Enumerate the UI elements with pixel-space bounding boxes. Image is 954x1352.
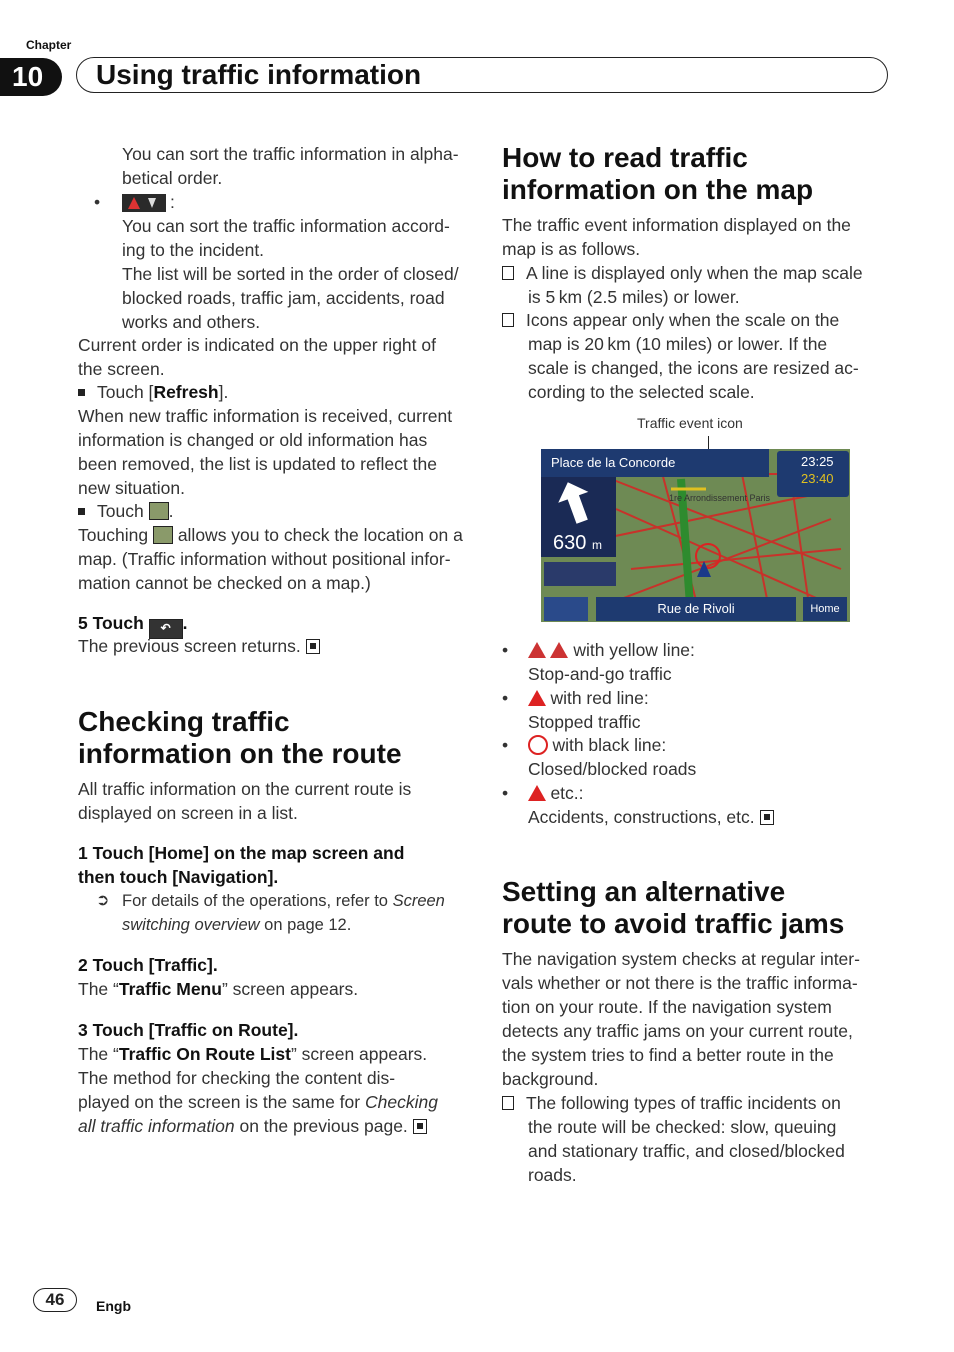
arrow-icon: ➲ [96,892,110,909]
touch-refresh: Touch [Refresh]. [78,380,228,404]
navigation-map [541,449,850,622]
para-alpha: You can sort the traffic information in alpha- betical order. [122,144,459,188]
map-district-label: 1re Arrondissement Paris [669,493,771,503]
note-line: A line is displayed only when the map scale is 5 km (2.5 miles) or lower. [502,261,863,309]
callout-label: Traffic event icon [637,415,743,431]
para-alternative: The navigation system checks at regular inter- vals whether or not there is the traffic informa- tion on your route. If the navigation system detects any traffic jams on your current route, the system tries to find a better route in the background. The following types of traffic incidents on the route will be checked: slow, queuing and stationary traffic, and closed/blocked roads. [502,949,860,1185]
step-2-desc: The “Traffic Menu” screen appears. [78,979,359,999]
reference-note: For details of the operations, refer to Screen switching overview on page 12. [122,892,445,934]
map-place-bar: Place de la Concorde [541,449,769,477]
para-incident: You can sort the traffic information accord- ing to the incident. The list will be sorted in the order of closed/ blocked roads, traffic jam, accidents, road works and others. [122,216,459,332]
map-search-button[interactable] [544,597,588,621]
bullet-yellow: • with yellow line: Stop-and-go traffic [502,640,695,684]
language-label: Engb [96,1298,131,1314]
step-2: 2 Touch [Traffic]. [78,955,218,975]
checkbox-icon [502,1096,514,1110]
closed-road-icon [528,735,548,755]
map-lane-panel [544,562,616,586]
step-5: 5 Touch ↶ . [78,611,188,639]
section-title-alternative: Setting an alternative route to avoid traffic jams [502,876,845,939]
checkbox-icon [502,266,514,280]
traffic-warning-icon [528,690,546,706]
step-1: 1 Touch [Home] on the map screen and then touch [Navigation]. [78,843,405,887]
section-title-how-to-read: How to read traffic information on the map [502,142,814,205]
touch-map-icon: Touch . [78,499,173,523]
map-home-button[interactable]: Home [803,597,847,621]
incident-sort-icon [122,194,166,212]
traffic-warning-icon [528,642,546,658]
end-mark-icon [413,1119,427,1134]
para-current-order: Current order is indicated on the upper right of the screen. [78,335,436,379]
note-icons: Icons appear only when the scale on the map is 20 km (10 miles) or lower. If the scale is changed, the icons are resized ac- cording to the selected scale. [502,308,859,404]
back-icon: ↶ [149,619,183,639]
end-mark-icon [760,810,774,825]
bullet-etc: • etc.: Accidents, constructions, etc. [502,781,774,829]
page-number: 46 [33,1288,77,1312]
chapter-title: Using traffic information [96,59,422,90]
bullet-red: • with red line: Stopped traffic [502,688,649,732]
end-mark-icon [306,639,320,654]
step-5-desc: The previous screen returns. [78,634,320,658]
para-refresh: When new traffic information is received, current information is changed or old information has been removed, the list is updated to reflect the new situation. [78,406,453,498]
para-touching: Touching allows you to check the location on a map. (Traffic information without positional infor- mation cannot be checked on a map.) [78,525,463,593]
map-turn-panel: 630 m [541,477,616,557]
section-title-checking: Checking traffic information on the route [78,706,402,769]
step-3-desc: The “Traffic On Route List” screen appears. The method for checking the content dis- played on the screen is the same for Checking all traffic information on the previous page. [78,1044,438,1136]
traffic-warning-icon [550,642,568,658]
map-icon [149,502,169,520]
chapter-label: Chapter [26,38,72,52]
step-3: 3 Touch [Traffic on Route]. [78,1020,299,1040]
map-time-panel: 23:25 23:40 [777,451,849,497]
map-icon [153,526,173,544]
para-all-traffic: All traffic information on the current route is displayed on screen in a list. [78,779,412,823]
checkbox-icon [502,313,514,327]
map-street-bar: Rue de Rivoli [596,597,796,621]
para-event-info: The traffic event information displayed on the map is as follows. [502,215,851,259]
accident-icon [528,785,546,801]
chapter-number: 10 [0,58,62,96]
bullet-black: • with black line: Closed/blocked roads [502,735,697,779]
bullet-incident: • [94,192,101,212]
